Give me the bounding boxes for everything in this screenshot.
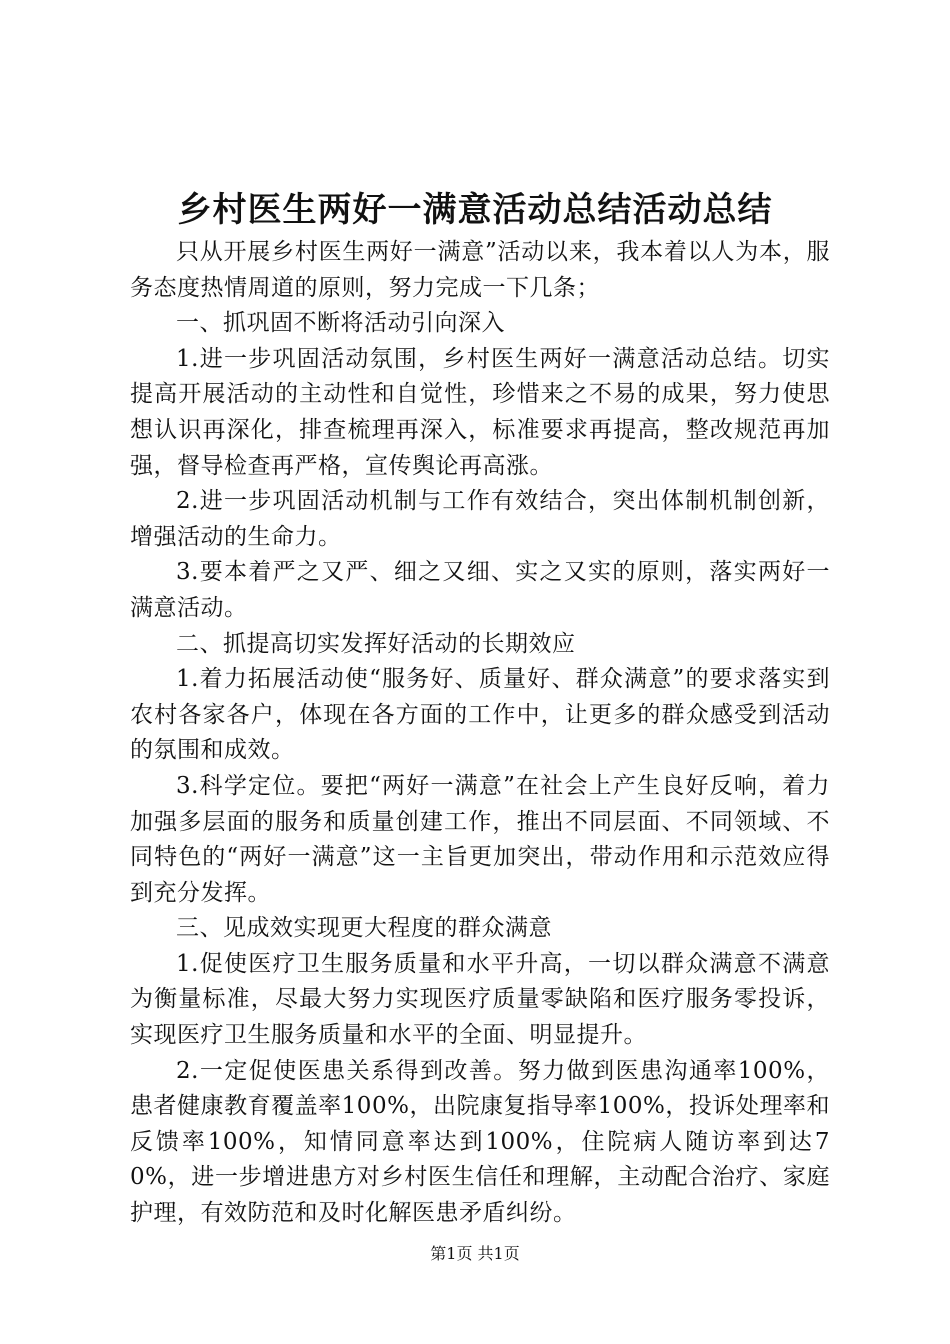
intro-paragraph: 只从开展乡村医生两好一满意”活动以来，我本着以人为本，服务态度热情周道的原则，努力完成一下几条； — [130, 239, 830, 301]
section-2-item-1: 1.着力拓展活动使“服务好、质量好、群众满意”的要求落实到农村各家各户，体现在各方面的工作中，让更多的群众感受到活动的氛围和成效。 — [130, 666, 830, 764]
section-heading-1: 一、抓巩固不断将活动引向深入 — [176, 310, 505, 337]
page-footer: 第1页 共1页 — [430, 1244, 520, 1263]
document-title: 乡村医生两好一满意活动总结活动总结 — [177, 190, 773, 230]
section-3-item-2: 2.一定促使医患关系得到改善。努力做到医患沟通率100%，患者健康教育覆盖率100%，出院康复指导率100%，投诉处理率和反馈率100%，知情同意率达到100%，住院病人随访率到达70%，进一步增进患方对乡村医生信任和理解，主动配合治疗、家庭护理，有效防范和及时化解医患矛盾纠纷。 — [130, 1057, 830, 1227]
section-3-item-1: 1.促使医疗卫生服务质量和水平升高，一切以群众满意不满意为衡量标准，尽最大努力实现医疗质量零缺陷和医疗服务零投诉，实现医疗卫生服务质量和水平的全面、明显提升。 — [130, 950, 830, 1049]
section-1-item-1: 1.进一步巩固活动氛围，乡村医生两好一满意活动总结。切实提高开展活动的主动性和自觉性，珍惜来之不易的成果，努力使思想认识再深化，排查梳理再深入，标准要求再提高，整改规范再加强，督导检查再严格，宣传舆论再高涨。 — [130, 345, 830, 479]
section-heading-3: 三、见成效实现更大程度的群众满意 — [176, 915, 552, 942]
section-2-item-3: 3.科学定位。要把“两好一满意”在社会上产生良好反响，着力加强多层面的服务和质量创建工作，推出不同层面、不同领域、不同特色的“两好一满意”这一主旨更加突出，带动作用和示范效应得到充分发挥。 — [130, 772, 830, 906]
section-heading-2: 二、抓提高切实发挥好活动的长期效应 — [176, 630, 576, 657]
section-1-item-3: 3.要本着严之又严、细之又细、实之又实的原则，落实两好一满意活动。 — [130, 559, 830, 621]
section-1-item-2: 2.进一步巩固活动机制与工作有效结合，突出体制机制创新，增强活动的生命力。 — [130, 488, 830, 550]
document-body — [130, 235, 830, 1232]
